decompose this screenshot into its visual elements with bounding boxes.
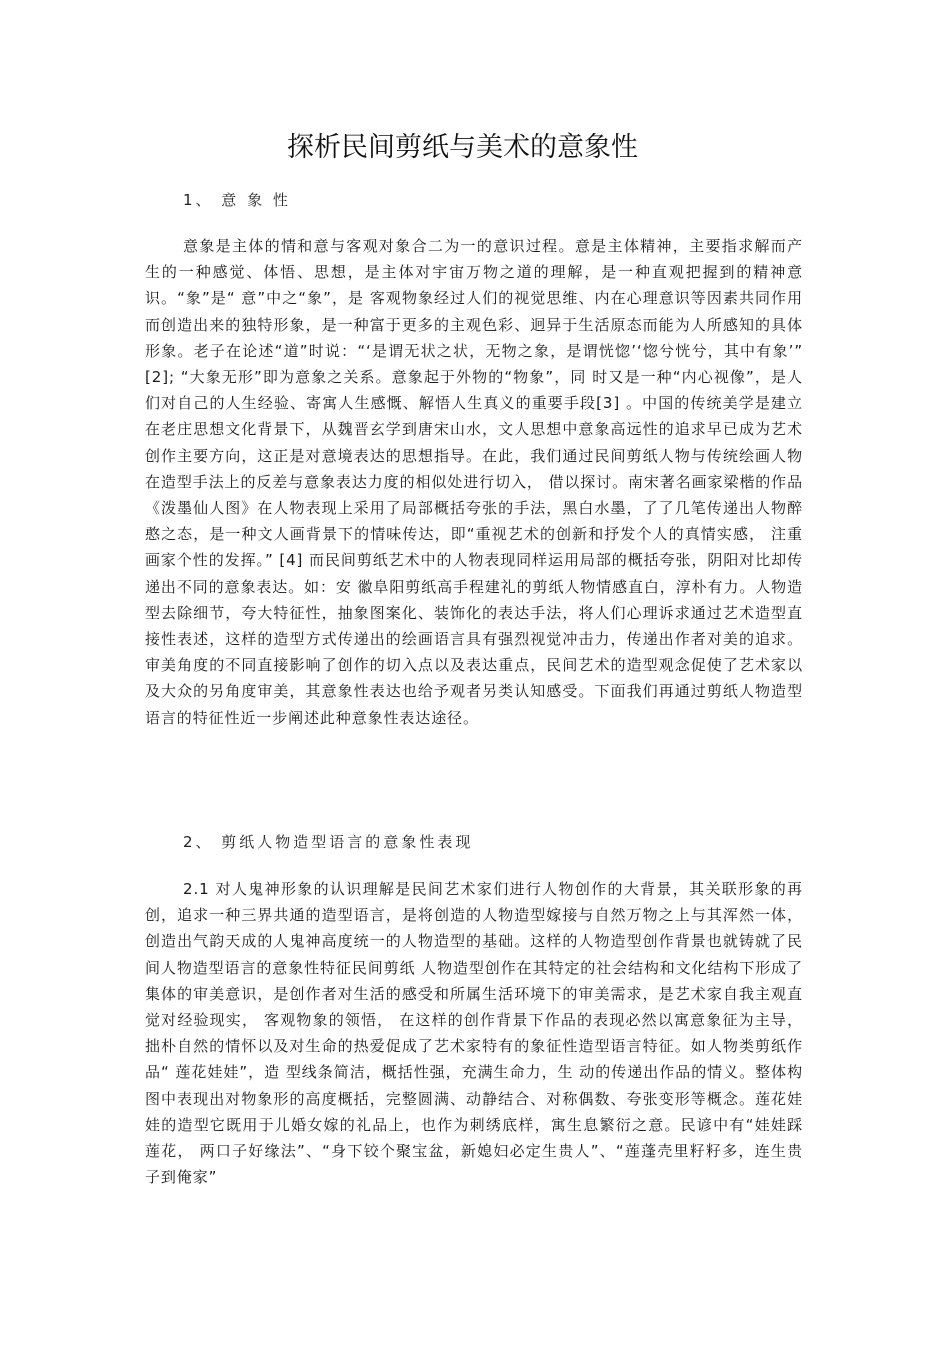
section-1-paragraph: 意象是主体的情和意与客观对象合二为一的意识过程。意是主体精神，主要指求解而产生的一种感觉、体悟、思想，是主体对宇宙万物之道的理解，是一种直观把握到的精神意识。“象”是“ 意”中之“象”，是 客观物象经过人们的视觉思维、内在心理意识等因素共同作用而创造出来的独特形象，是一种富于更多的主观色彩、迥异于生活原态而能为人所感知的具体形象。老子在论述“道”时说：“‘是谓无状之状，无物之象，是谓恍惚’‘惚兮恍兮，其中有象’” [2]; “大象无形”即为意象之关系。意象起于外物的“物象”，同 时又是一种“内心视像”，是人们对自己的人生经验、寄寓人生感慨、解悟人生真义的重要手段[3] 。中国的传统美学是建立在老庄思想文化背景下，从魏晋玄学到唐宋山水，文人思想中意象高远性的追求早已成为艺术创作主要方向，这正是对意境表达的思想指导。在此，我们通过民间剪纸人物与传统绘画人物在造型手法上的反差与意象表达力度的相似处进行切入， 借以探讨。南宋著名画家梁楷的作品《泼墨仙人图》在人物表现上采用了局部概括夸张的手法，黑白水墨，了了几笔传递出人物醉憨之态，是一种文人画背景下的情味传达，即“重视艺术的创新和抒发个人的真情实感， 注重画家个性的发挥。” [4] 而民间剪纸艺术中的人物表现同样运用局部的概括夸张，阴阳对比却传递出不同的意象表达。如：安 徽阜阳剪纸高手程建礼的剪纸人物情感直白，淳朴有力。人物造型去除细节，夸大特征性，抽象图案化、装饰化的表达手法，将人们心理诉求通过艺术造型直接性表述，这样的造型方式传递出的绘画语言具有强烈视觉冲击力，传递出作者对美的追求。审美角度的不同直接影响了创作的切入点以及表达重点，民间艺术的造型观念促使了艺术家以及大众的另角度审美，其意象性表达也给予观者另类认知感受。下面我们再通过剪纸人物造型语言的特征性近一步阐述此种意象性表达途径。 <box>145 237 803 727</box>
section-2-paragraph: 2.1 对人鬼神形象的认识理解是民间艺术家们进行人物创作的大背景，其关联形象的再创，追求一种三界共通的造型语言，是将创造的人物造型嫁接与自然万物之上与其浑然一体， 创造出气韵天成的人鬼神高度统一的人物造型的基础。这样的人物造型创作背景也就铸就了民间人物造型语言的意象性特征民间剪纸 人物造型创作在其特定的社会结构和文化结构下形成了集体的审美意识，是创作者对生活的感受和所属生活环境下的审美需求，是艺术家自我主观直觉对经验现实， 客观物象的领悟， 在这样的创作背景下作品的表现必然以寓意象征为主导，拙朴自然的情怀以及对生命的热爱促成了艺术家特有的象征性造型语言特征。如人物类剪纸作品“ 莲花娃娃”，造 型线条简洁，概括性强，充满生命力，生 动的传递出作品的情义。整体构图中表现出对物象形的高度概括，完整圆满、动静结合、对称偶数、夸张变形等概念。莲花娃娃的造型它既用于儿婚女嫁的礼品上，也作为刺绣底样，寓生息繁衍之意。民谚中有“娃娃踩莲花， 两口子好缘法”、“身下铰个聚宝盆，新媳妇必定生贵人”、“莲蓬壳里籽籽多，连生贵子到俺家” <box>145 880 803 1187</box>
section-2-heading: 2、 剪纸人物造型语言的意象性表现 <box>183 833 474 851</box>
section-1-heading: 1、 意 象 性 <box>183 191 291 209</box>
document-title: 探析民间剪纸与美术的意象性 <box>287 132 638 163</box>
